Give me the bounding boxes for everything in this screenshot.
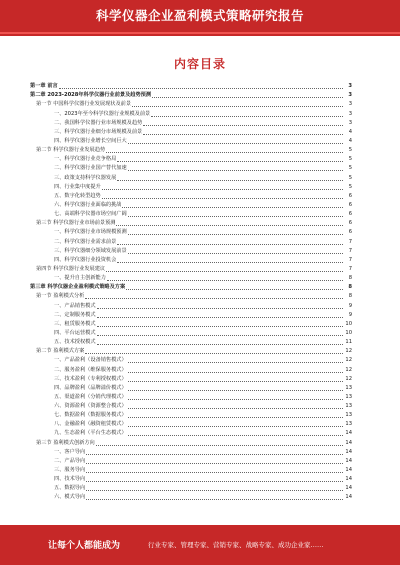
toc-leader-dots — [128, 399, 343, 400]
toc-entry[interactable] — [30, 210, 352, 219]
toc-entry-page: 5 — [348, 165, 352, 172]
toc-entry[interactable] — [30, 219, 352, 228]
toc-heading: 内容目录 — [173, 57, 226, 71]
toc-entry-title: 七、高端科学仪器市场空间广阔 — [54, 211, 127, 218]
toc-leader-dots — [128, 216, 343, 217]
toc-entry-page: 3 — [348, 119, 352, 126]
toc-entry-title: 五、数字化转型趋势 — [54, 192, 101, 199]
toc-entry-title: 四、平台运营模式 — [54, 329, 96, 336]
toc-entry-page: 13 — [345, 421, 352, 428]
toc-entry[interactable] — [30, 173, 352, 182]
toc-leader-dots — [128, 143, 343, 144]
toc-leader-dots — [97, 335, 343, 336]
toc-entry-title: 第二章 2023-2028年科学仪器行业前景及趋势预测 — [30, 92, 152, 99]
toc-entry[interactable] — [30, 201, 352, 210]
toc-leader-dots — [106, 271, 343, 272]
toc-leader-dots — [102, 198, 343, 199]
toc-entry-title: 第二节 科学仪器行业发展趋势 — [36, 147, 106, 154]
toc-entry-title: 三、政策支持科学仪器发展 — [54, 174, 117, 181]
toc-entry-title: 第一节 中国科学仪器行业发展现状及前景 — [36, 101, 132, 108]
table-of-contents — [30, 82, 352, 512]
toc-leader-dots — [86, 499, 343, 500]
toc-entry-page: 14 — [345, 448, 352, 455]
toc-entry-page: 10 — [345, 329, 352, 336]
toc-entry-title: 二、产品导向 — [54, 457, 86, 464]
toc-entry-title: 第二节 盈利模式方案 — [36, 348, 85, 355]
toc-entry-title: 一、产品盈利（设备销售模式） — [54, 357, 127, 364]
toc-leader-dots — [128, 362, 343, 363]
toc-entry-title: 四、科学仪器行业投资机会 — [54, 256, 117, 263]
toc-entry-page: 14 — [345, 439, 352, 446]
toc-entry[interactable] — [30, 82, 352, 91]
toc-entry-title: 三、租赁服务模式 — [54, 320, 96, 327]
toc-entry-title: 二、定制服务模式 — [54, 311, 96, 318]
toc-entry-title: 八、金融盈利（融资租赁模式） — [54, 421, 127, 428]
toc-leader-dots — [97, 308, 343, 309]
toc-entry[interactable] — [30, 448, 352, 457]
toc-entry[interactable] — [30, 164, 352, 173]
toc-leader-dots — [122, 207, 343, 208]
toc-entry[interactable] — [30, 402, 352, 411]
toc-entry-title: 第三节 盈利模式创新方向 — [36, 439, 95, 446]
toc-entry-page: 3 — [348, 83, 352, 90]
toc-leader-dots — [59, 88, 343, 89]
toc-leader-dots — [85, 298, 343, 299]
toc-entry-page: 5 — [348, 174, 352, 181]
report-footer — [0, 525, 400, 565]
toc-entry[interactable] — [30, 329, 352, 338]
toc-entry-title: 二、科学仪器行业国产替代加速 — [54, 165, 127, 172]
toc-entry-page: 3 — [348, 110, 352, 117]
toc-entry-page: 12 — [345, 375, 352, 382]
toc-entry[interactable] — [30, 338, 352, 347]
toc-entry[interactable] — [30, 484, 352, 493]
footer-slogan: 让每个人都能成为 — [48, 541, 121, 551]
report-title: 科学仪器企业盈利模式策略研究报告 — [95, 8, 304, 23]
toc-entry-page: 3 — [348, 92, 352, 99]
toc-entry-page: 6 — [348, 229, 352, 236]
toc-entry-title: 二、服务盈利（维保服务模式） — [54, 366, 127, 373]
toc-leader-dots — [152, 97, 343, 98]
toc-entry[interactable] — [30, 192, 352, 201]
toc-leader-dots — [97, 317, 343, 318]
toc-entry[interactable] — [30, 384, 352, 393]
toc-entry-page: 6 — [348, 220, 352, 227]
toc-entry[interactable] — [30, 91, 352, 100]
toc-entry[interactable] — [30, 438, 352, 447]
toc-entry-page: 6 — [348, 201, 352, 208]
toc-leader-dots — [117, 180, 343, 181]
toc-leader-dots — [128, 253, 343, 254]
toc-entry-title: 二、科学仪器行业需求前景 — [54, 238, 117, 245]
toc-entry[interactable] — [30, 356, 352, 365]
toc-entry-title: 四、技术导向 — [54, 476, 86, 483]
toc-entry[interactable] — [30, 393, 352, 402]
toc-leader-dots — [128, 372, 343, 373]
toc-entry-page: 3 — [348, 101, 352, 108]
toc-entry-page: 5 — [348, 156, 352, 163]
toc-entry-title: 三、技术盈利（专利授权模式） — [54, 375, 127, 382]
toc-entry-page: 13 — [345, 384, 352, 391]
toc-entry[interactable] — [30, 301, 352, 310]
toc-entry-page: 5 — [348, 183, 352, 190]
toc-entry-page: 12 — [345, 366, 352, 373]
toc-leader-dots — [86, 454, 343, 455]
toc-entry[interactable] — [30, 320, 352, 329]
toc-entry-page: 14 — [345, 430, 352, 437]
toc-entry[interactable] — [30, 183, 352, 192]
toc-leader-dots — [143, 125, 343, 126]
toc-entry-page: 14 — [345, 457, 352, 464]
toc-entry-page: 7 — [348, 238, 352, 245]
toc-entry-title: 第一节 盈利模式分析 — [36, 293, 85, 300]
toc-leader-dots — [117, 244, 343, 245]
toc-entry[interactable] — [30, 119, 352, 128]
toc-leader-dots — [102, 189, 343, 190]
toc-leader-dots — [128, 170, 343, 171]
toc-entry-page: 9 — [348, 311, 352, 318]
toc-entry-page: 12 — [345, 348, 352, 355]
toc-entry-page: 6 — [348, 192, 352, 199]
toc-entry-title: 九、生态盈利（平台生态模式） — [54, 430, 127, 437]
toc-entry-title: 一、科学仪器行业竞争格局 — [54, 156, 117, 163]
toc-entry-title: 六、模式导向 — [54, 494, 86, 501]
toc-entry[interactable] — [30, 347, 352, 356]
toc-entry-title: 一、客户导向 — [54, 448, 86, 455]
toc-entry-page: 11 — [345, 339, 352, 346]
toc-entry-title: 六、资源盈利（资源整合模式） — [54, 403, 127, 410]
toc-entry-title: 三、科学仪器细分领域发展前景 — [54, 247, 127, 254]
toc-entry[interactable] — [30, 429, 352, 438]
toc-entry[interactable] — [30, 311, 352, 320]
toc-entry-page: 7 — [348, 265, 352, 272]
footer-roles: 行业专家、管理专家、营销专家、战略专家、成功企业家…… — [148, 541, 324, 549]
toc-entry-page: 13 — [345, 412, 352, 419]
toc-leader-dots — [116, 225, 343, 226]
toc-entry-title: 一、提升自主创新能力 — [54, 275, 106, 282]
toc-entry-page: 13 — [345, 393, 352, 400]
toc-entry[interactable] — [30, 457, 352, 466]
toc-entry-title: 第一章 前言 — [30, 83, 58, 90]
toc-entry-title: 一、科学仪器行业市场规模预测 — [54, 229, 127, 236]
toc-entry-page: 13 — [345, 403, 352, 410]
toc-entry-title: 三、科学仪器行业细分市场规模及前景 — [54, 128, 143, 135]
toc-leader-dots — [107, 280, 343, 281]
toc-entry-title: 第三节 科学仪器行业市场前景预测 — [36, 220, 116, 227]
toc-leader-dots — [117, 161, 343, 162]
toc-entry-title: 四、行业集中度提升 — [54, 183, 101, 190]
toc-entry[interactable] — [30, 411, 352, 420]
toc-entry-page: 14 — [345, 467, 352, 474]
toc-entry[interactable] — [30, 466, 352, 475]
toc-leader-dots — [97, 326, 343, 327]
header-divider — [0, 32, 400, 34]
toc-entry-title: 四、科学仪器行业增长空间巨大 — [54, 137, 127, 144]
toc-entry-title: 第四节 科学仪器行业发展建议 — [36, 265, 106, 272]
toc-entry-title: 五、数据导向 — [54, 485, 86, 492]
toc-leader-dots — [128, 390, 343, 391]
toc-leader-dots — [128, 408, 343, 409]
toc-entry-title: 一、2023年至今科学仪器行业规模及前景 — [54, 110, 151, 117]
toc-entry-page: 7 — [348, 247, 352, 254]
toc-entry-title: 五、渠道盈利（分销代理模式） — [54, 393, 127, 400]
toc-entry-page: 10 — [345, 320, 352, 327]
toc-leader-dots — [97, 344, 343, 345]
toc-leader-dots — [143, 134, 343, 135]
toc-entry-title: 七、数据盈利（数据服务模式） — [54, 412, 127, 419]
toc-entry-page: 14 — [345, 494, 352, 501]
toc-entry-page: 8 — [348, 293, 352, 300]
toc-leader-dots — [86, 481, 343, 482]
toc-entry-page: 5 — [348, 147, 352, 154]
toc-entry[interactable] — [30, 283, 352, 292]
toc-entry[interactable] — [30, 146, 352, 155]
toc-entry-page: 4 — [348, 128, 352, 135]
toc-leader-dots — [126, 289, 343, 290]
toc-entry-title: 第三章 科学仪器企业盈利模式策略及方案 — [30, 284, 126, 291]
toc-entry[interactable] — [30, 256, 352, 265]
toc-entry[interactable] — [30, 274, 352, 283]
toc-entry-title: 四、品牌盈利（品牌溢价模式） — [54, 384, 127, 391]
toc-entry[interactable] — [30, 137, 352, 146]
toc-entry[interactable] — [30, 265, 352, 274]
toc-entry[interactable] — [30, 247, 352, 256]
toc-entry-page: 6 — [348, 211, 352, 218]
toc-entry-page: 8 — [348, 284, 352, 291]
toc-entry-page: 4 — [348, 137, 352, 144]
toc-leader-dots — [128, 234, 343, 235]
toc-leader-dots — [85, 353, 343, 354]
toc-entry[interactable] — [30, 493, 352, 502]
toc-entry[interactable] — [30, 128, 352, 137]
toc-entry[interactable] — [30, 228, 352, 237]
toc-entry-page: 8 — [348, 275, 352, 282]
toc-leader-dots — [86, 472, 343, 473]
toc-leader-dots — [86, 463, 343, 464]
toc-entry[interactable] — [30, 100, 352, 109]
toc-entry-title: 六、科学仪器行业面临的挑战 — [54, 201, 122, 208]
toc-entry[interactable] — [30, 155, 352, 164]
report-header — [0, 0, 400, 36]
toc-entry-page: 14 — [345, 476, 352, 483]
toc-leader-dots — [117, 262, 343, 263]
toc-entry-page: 7 — [348, 256, 352, 263]
toc-leader-dots — [96, 445, 343, 446]
toc-leader-dots — [132, 106, 343, 107]
toc-leader-dots — [151, 116, 343, 117]
toc-entry-page: 12 — [345, 357, 352, 364]
toc-leader-dots — [106, 152, 343, 153]
toc-leader-dots — [128, 435, 343, 436]
toc-entry-page: 14 — [345, 485, 352, 492]
toc-entry[interactable] — [30, 365, 352, 374]
toc-entry-title: 五、技术授权模式 — [54, 339, 96, 346]
toc-entry[interactable] — [30, 109, 352, 118]
toc-entry[interactable] — [30, 420, 352, 429]
toc-entry-page: 9 — [348, 302, 352, 309]
toc-leader-dots — [128, 417, 343, 418]
toc-entry-title: 二、我国科学仪器行业市场规模及趋势 — [54, 119, 143, 126]
toc-leader-dots — [128, 381, 343, 382]
toc-entry[interactable] — [30, 292, 352, 301]
toc-entry-title: 一、产品销售模式 — [54, 302, 96, 309]
toc-entry[interactable] — [30, 375, 352, 384]
toc-leader-dots — [86, 490, 343, 491]
toc-entry-title: 三、服务导向 — [54, 467, 86, 474]
toc-entry[interactable] — [30, 237, 352, 246]
toc-entry[interactable] — [30, 475, 352, 484]
toc-leader-dots — [128, 426, 343, 427]
